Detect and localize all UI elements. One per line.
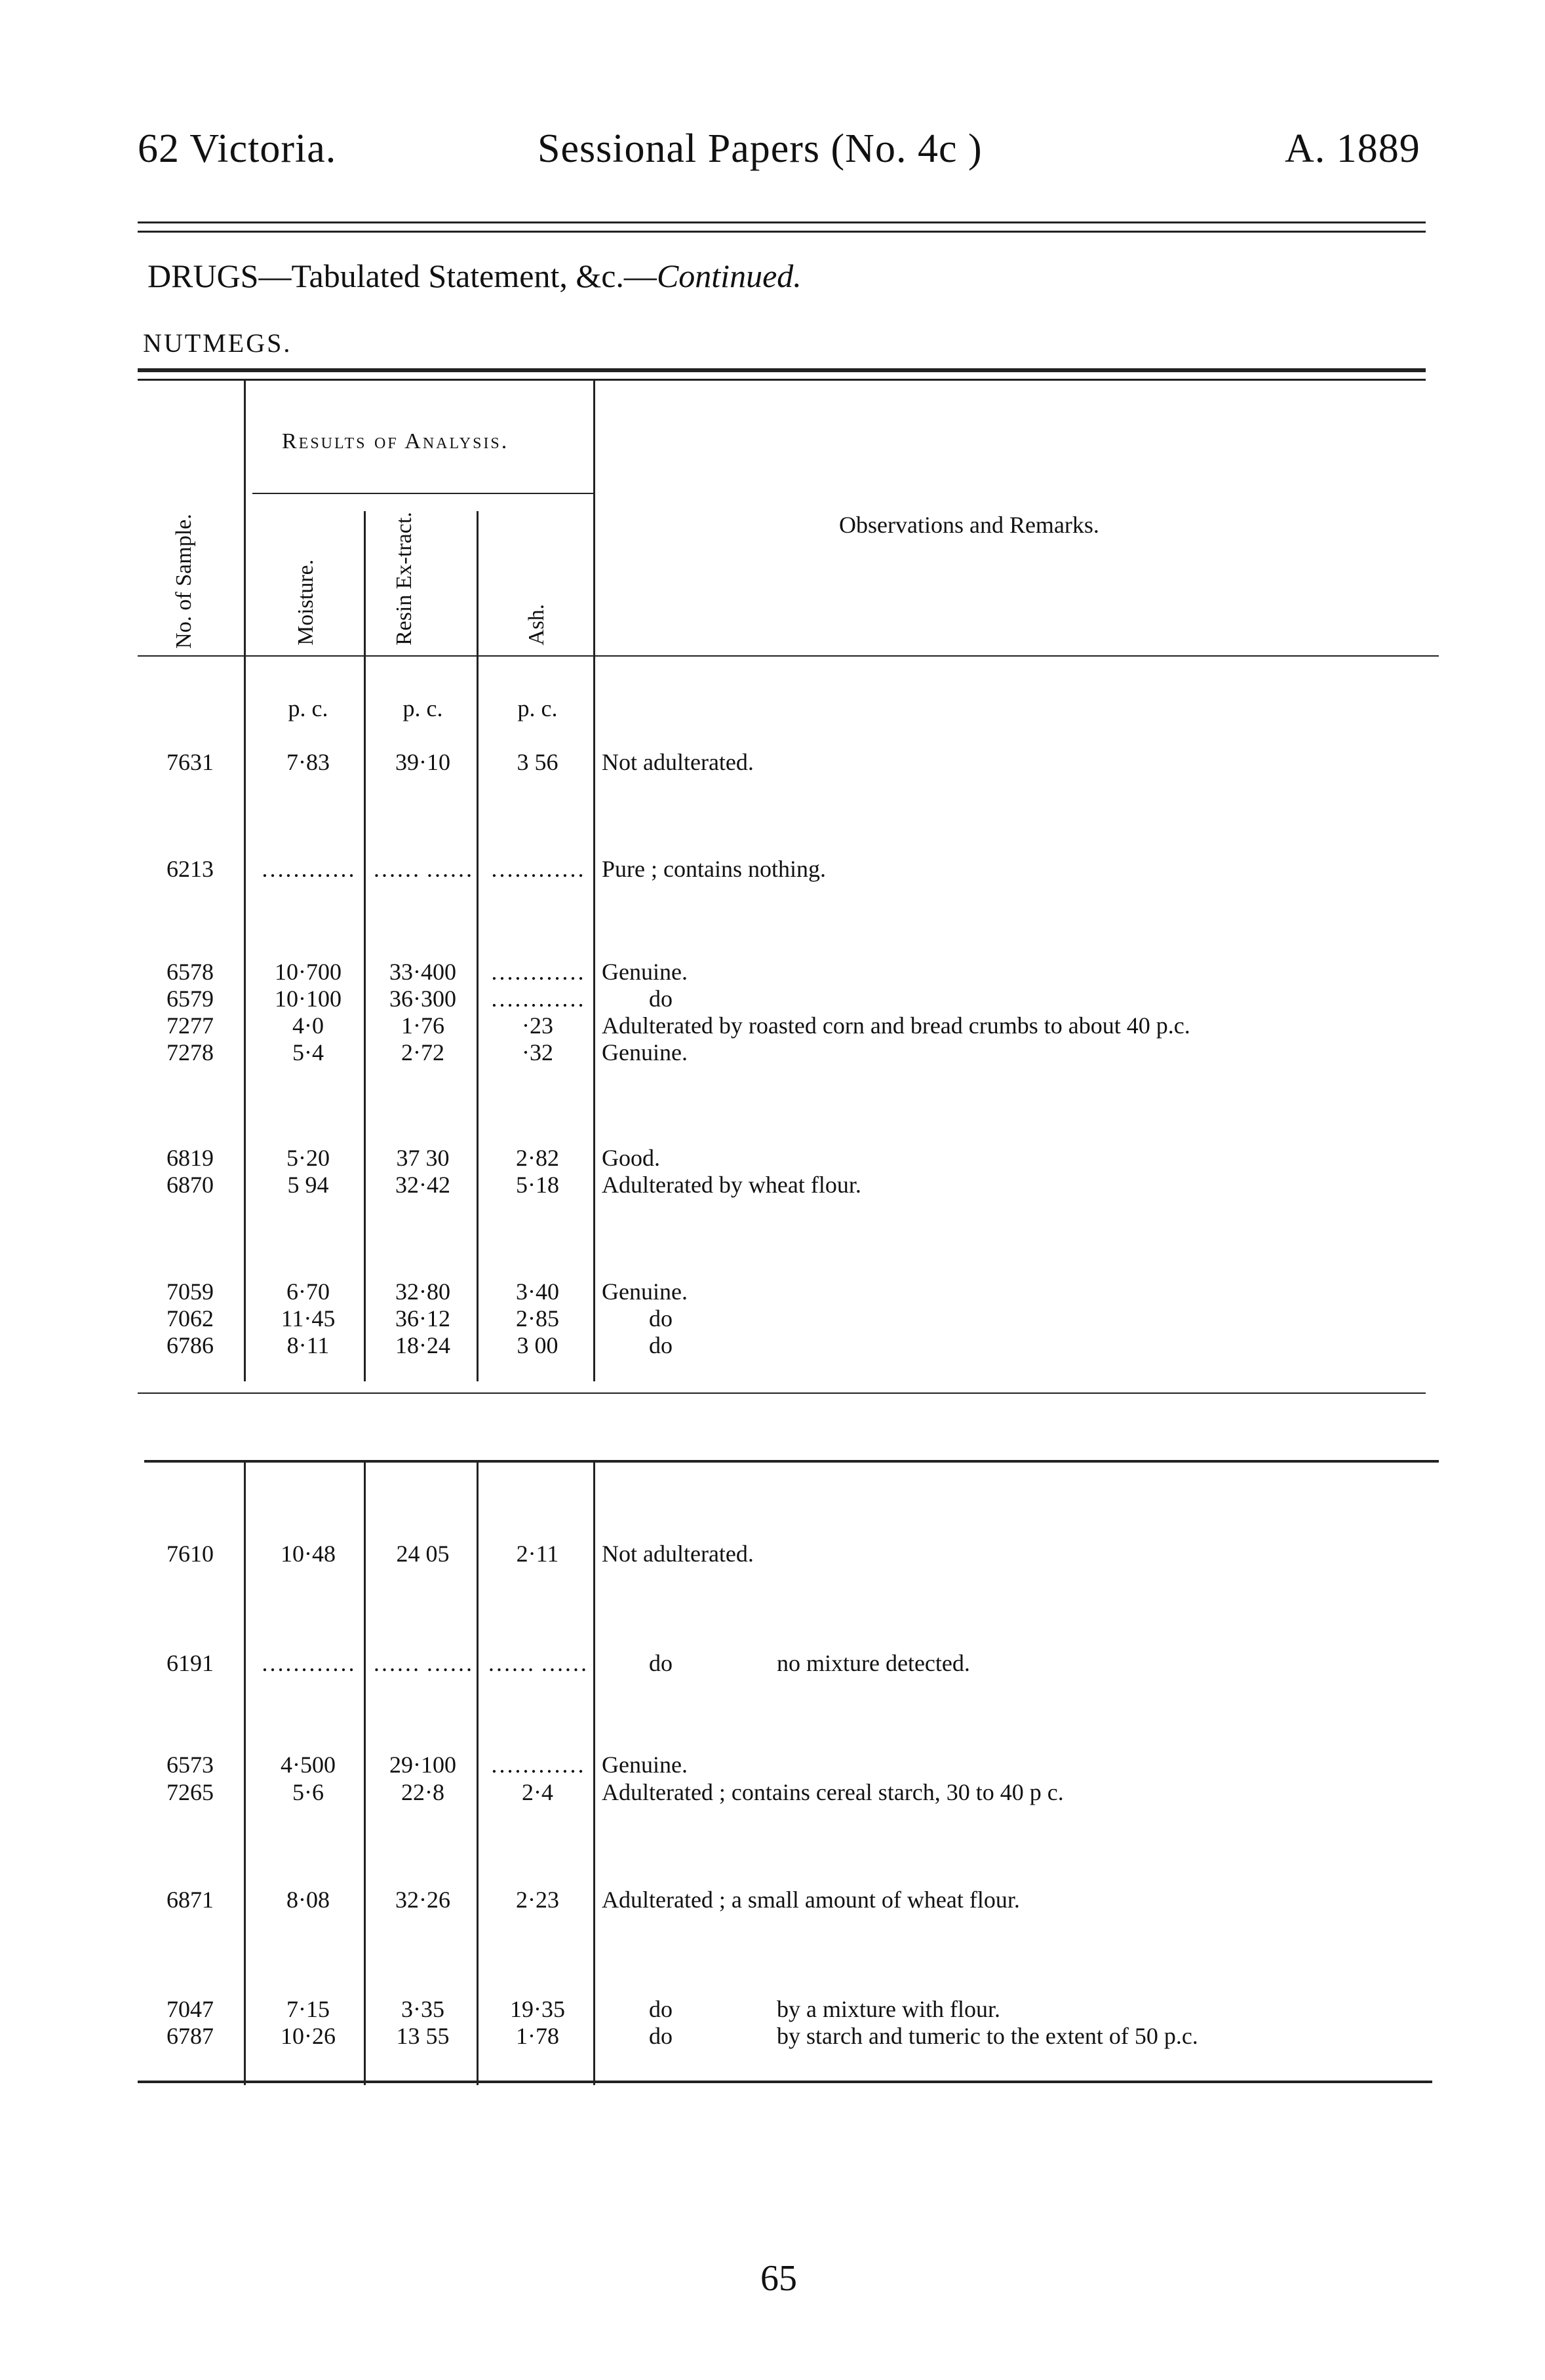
cell-moisture: 4·500	[281, 1752, 336, 1778]
page-number: 65	[760, 2258, 797, 2299]
table-row: 6787	[166, 2023, 214, 2049]
cell-moisture: 5·4	[292, 1039, 324, 1065]
title-continued: Continued.	[656, 258, 802, 294]
unit-ash: p. c.	[517, 695, 558, 721]
table-row: 6578	[166, 959, 214, 985]
table-row: 7631	[166, 749, 214, 775]
cell-remark: Adulterated ; contains cereal starch, 30 to 40 p c.	[602, 1779, 1064, 1805]
vline-2b	[364, 1463, 366, 2085]
cell-moisture: 8·08	[286, 1887, 330, 1913]
cell-moisture: 10·700	[275, 959, 342, 985]
cell-remark: Adulterated ; a small amount of wheat flour.	[602, 1887, 1020, 1913]
table-row: 7278	[166, 1039, 214, 1065]
cell-remark: Genuine.	[602, 1278, 688, 1305]
cell-moisture: …………	[261, 1650, 355, 1676]
cell-remark: do	[649, 1305, 673, 1332]
table-row: 7277	[166, 1012, 214, 1039]
table-row: 6786	[166, 1332, 214, 1358]
col-resin: Resin Ex-tract.	[392, 512, 416, 645]
table-row: 7062	[166, 1305, 214, 1332]
table-row: 6573	[166, 1752, 214, 1778]
cell-ash: …… ……	[487, 1650, 588, 1676]
col-moisture: Moisture.	[294, 559, 318, 645]
cell-moisture: 10·100	[275, 986, 342, 1012]
cell-resin: 32·80	[395, 1278, 450, 1305]
cell-remark: Genuine.	[602, 959, 688, 985]
cell-resin: 33·400	[389, 959, 456, 985]
cell-resin: 32·42	[395, 1172, 450, 1198]
col-ash: Ash.	[524, 604, 549, 645]
cell-resin: …… ……	[372, 856, 473, 882]
table-row: 6579	[166, 986, 214, 1012]
cell-ash: 3·40	[516, 1278, 559, 1305]
table-row: 6191	[166, 1650, 214, 1676]
cell-moisture: 4·0	[292, 1012, 324, 1039]
cell-ash: ·23	[522, 1012, 553, 1039]
upper-table-bottom-rule	[138, 1392, 1426, 1394]
section-subtitle: NUTMEGS.	[143, 328, 292, 358]
cell-ash: 19·35	[510, 1996, 565, 2022]
cell-resin: 36·300	[389, 986, 456, 1012]
cell-remark: Genuine.	[602, 1039, 688, 1065]
header-rule-bottom	[138, 231, 1426, 233]
col-results-group: Results of Analysis.	[282, 429, 509, 453]
cell-moisture: 7·83	[286, 749, 330, 775]
cell-resin: 36·12	[395, 1305, 450, 1332]
cell-ash: 3 00	[517, 1332, 558, 1358]
cell-resin: 29·100	[389, 1752, 456, 1778]
cell-remark: Adulterated by roasted corn and bread crumbs to about 40 p.c.	[602, 1012, 1190, 1039]
cell-ash: …………	[490, 986, 585, 1012]
cell-resin: 37 30	[396, 1145, 450, 1171]
col-sample-no: No. of Sample.	[172, 514, 196, 649]
cell-remark: do	[649, 1332, 673, 1358]
table-row: 6870	[166, 1172, 214, 1198]
lower-table-top-rule	[144, 1460, 1439, 1463]
cell-ditto: do	[649, 2023, 673, 2049]
lower-table-bottom-rule	[138, 2081, 1432, 2083]
cell-ash: 2·23	[516, 1887, 559, 1913]
cell-resin: 32·26	[395, 1887, 450, 1913]
cell-ash: …………	[490, 959, 585, 985]
col-observations: Observations and Remarks.	[839, 512, 1099, 538]
header-right: A. 1889	[1285, 126, 1420, 171]
cell-moisture: 11·45	[281, 1305, 336, 1332]
cell-remark: do	[649, 986, 673, 1012]
unit-resin: p. c.	[402, 695, 443, 721]
cell-moisture: 8·11	[286, 1332, 330, 1358]
cell-ash: …………	[490, 856, 585, 882]
cell-ash: 5·18	[516, 1172, 559, 1198]
cell-moisture: 5 94	[287, 1172, 329, 1198]
vline-3	[477, 511, 479, 1381]
vline-1b	[244, 1463, 246, 2085]
table-row: 7610	[166, 1541, 214, 1567]
cell-ash: 2·85	[516, 1305, 559, 1332]
cell-resin: 2·72	[401, 1039, 444, 1065]
table-row: 6871	[166, 1887, 214, 1913]
cell-resin: 13 55	[396, 2023, 450, 2049]
cell-remark: Not adulterated.	[602, 1541, 754, 1567]
cell-ash: …………	[490, 1752, 585, 1778]
cell-moisture: 10·48	[281, 1541, 336, 1567]
cell-moisture: …………	[261, 856, 355, 882]
table-row: 7059	[166, 1278, 214, 1305]
header-rule-top	[138, 221, 1426, 223]
cell-moisture: 5·20	[286, 1145, 330, 1171]
vline-4	[593, 379, 595, 1381]
cell-resin: …… ……	[372, 1650, 473, 1676]
table-row: 6819	[166, 1145, 214, 1171]
cell-ash: ·32	[522, 1039, 553, 1065]
cell-remark: Pure ; contains nothing.	[602, 856, 826, 882]
results-rule	[252, 493, 593, 494]
cell-remark: Genuine.	[602, 1752, 688, 1778]
cell-resin: 3·35	[401, 1996, 444, 2022]
vline-4b	[593, 1463, 595, 2085]
cell-ash: 2·11	[516, 1541, 559, 1567]
cell-resin: 24 05	[396, 1541, 450, 1567]
cell-resin: 18·24	[395, 1332, 450, 1358]
cell-ash: 3 56	[517, 749, 558, 775]
cell-ash: 2·82	[516, 1145, 559, 1171]
cell-remark: Adulterated by wheat flour.	[602, 1172, 861, 1198]
cell-ditto: do	[649, 1650, 673, 1676]
cell-moisture: 5·6	[292, 1779, 324, 1805]
table-rule-thin	[138, 379, 1426, 381]
table-row: 7047	[166, 1996, 214, 2022]
title-main: DRUGS—Tabulated Statement, &c.—	[147, 258, 657, 294]
table-row: 7265	[166, 1779, 214, 1805]
cell-moisture: 7·15	[286, 1996, 330, 2022]
unit-moisture: p. c.	[288, 695, 328, 721]
cell-remark: Not adulterated.	[602, 749, 754, 775]
cell-resin: 22·8	[401, 1779, 444, 1805]
cell-ditto: do	[649, 1996, 673, 2022]
header-bottom-rule	[138, 655, 1439, 657]
cell-moisture: 10·26	[281, 2023, 336, 2049]
cell-ash: 1·78	[516, 2023, 559, 2049]
cell-resin: 1·76	[401, 1012, 444, 1039]
cell-remark: Good.	[602, 1145, 660, 1171]
header-left: 62 Victoria.	[138, 126, 337, 171]
vline-1	[244, 379, 246, 1381]
cell-remark: by a mixture with flour.	[777, 1996, 1000, 2022]
cell-remark: by starch and tumeric to the extent of 50 p.c.	[777, 2023, 1198, 2049]
statement-title	[147, 257, 802, 295]
cell-resin: 39·10	[395, 749, 450, 775]
cell-ash: 2·4	[522, 1779, 553, 1805]
header-center: Sessional Papers (No. 4c )	[538, 126, 983, 171]
table-rule-thick	[138, 368, 1426, 372]
vline-2	[364, 511, 366, 1381]
cell-remark: no mixture detected.	[777, 1650, 970, 1676]
cell-moisture: 6·70	[286, 1278, 330, 1305]
table-row: 6213	[166, 856, 214, 882]
